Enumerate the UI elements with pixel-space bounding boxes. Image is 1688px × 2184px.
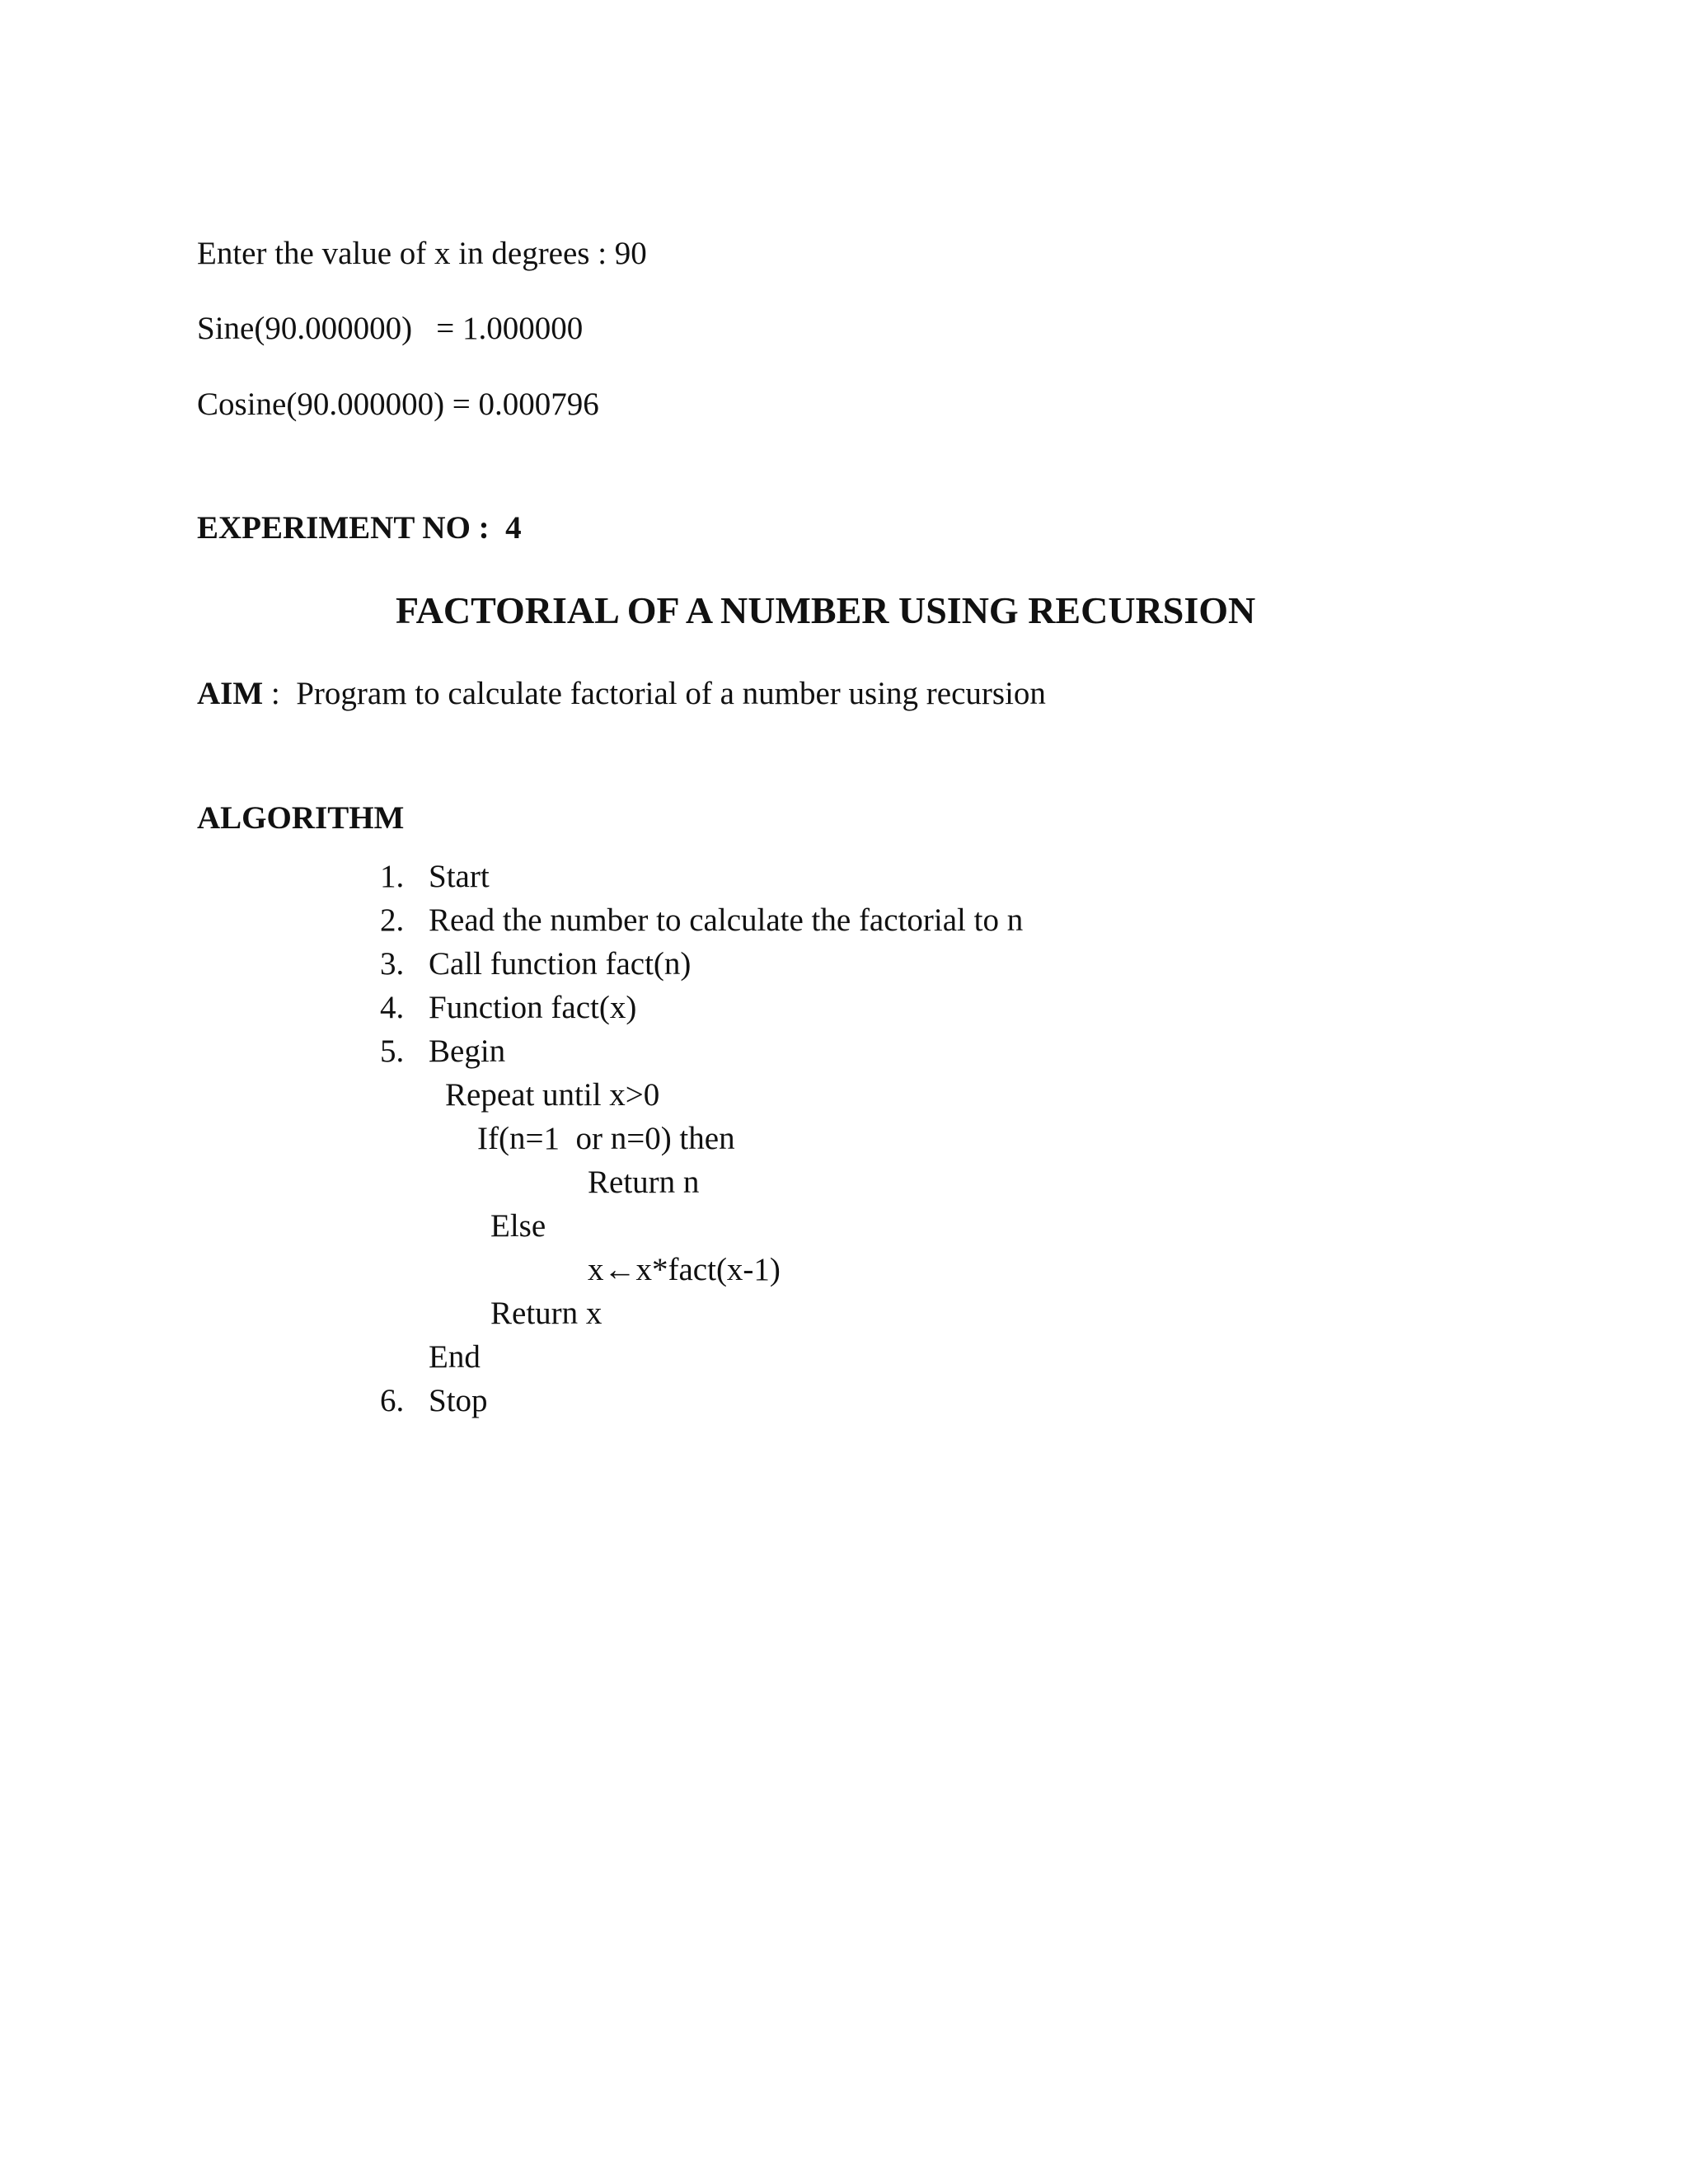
return-n-line: Return n	[588, 1165, 700, 1200]
page-title: FACTORIAL OF A NUMBER USING RECURSION	[396, 589, 1256, 631]
end-line: End	[429, 1339, 481, 1375]
step-number: 3.	[380, 946, 405, 982]
output-prompt-line: Enter the value of x in degrees : 90	[197, 236, 647, 271]
step-number: 2.	[380, 902, 405, 938]
aim-label: AIM	[197, 676, 264, 711]
step-text: Call function fact(n)	[429, 946, 692, 982]
return-x-line: Return x	[490, 1296, 603, 1331]
step-text: Stop	[429, 1383, 488, 1418]
aim-text: : Program to calculate factorial of a number using recursion	[263, 676, 1046, 711]
algorithm-heading: ALGORITHM	[197, 800, 405, 836]
experiment-label: EXPERIMENT NO : 4	[197, 510, 522, 546]
output-cosine-line: Cosine(90.000000) = 0.000796	[197, 387, 599, 422]
else-line: Else	[490, 1208, 546, 1244]
step-number: 4.	[380, 990, 405, 1025]
repeat-line: Repeat until x>0	[445, 1077, 660, 1113]
step-text: Read the number to calculate the factorial to n	[429, 902, 1024, 938]
output-sine-line: Sine(90.000000) = 1.000000	[197, 311, 584, 346]
step-number: 6.	[380, 1383, 405, 1418]
aim-line	[197, 677, 1046, 710]
assign-line: x←x*fact(x-1)	[588, 1252, 781, 1287]
step-text: Start	[429, 859, 490, 894]
step-text: Begin	[429, 1033, 506, 1069]
step-number: 1.	[380, 859, 405, 894]
step-number: 5.	[380, 1033, 405, 1069]
if-line: If(n=1 or n=0) then	[477, 1121, 735, 1156]
step-text: Function fact(x)	[429, 990, 637, 1025]
